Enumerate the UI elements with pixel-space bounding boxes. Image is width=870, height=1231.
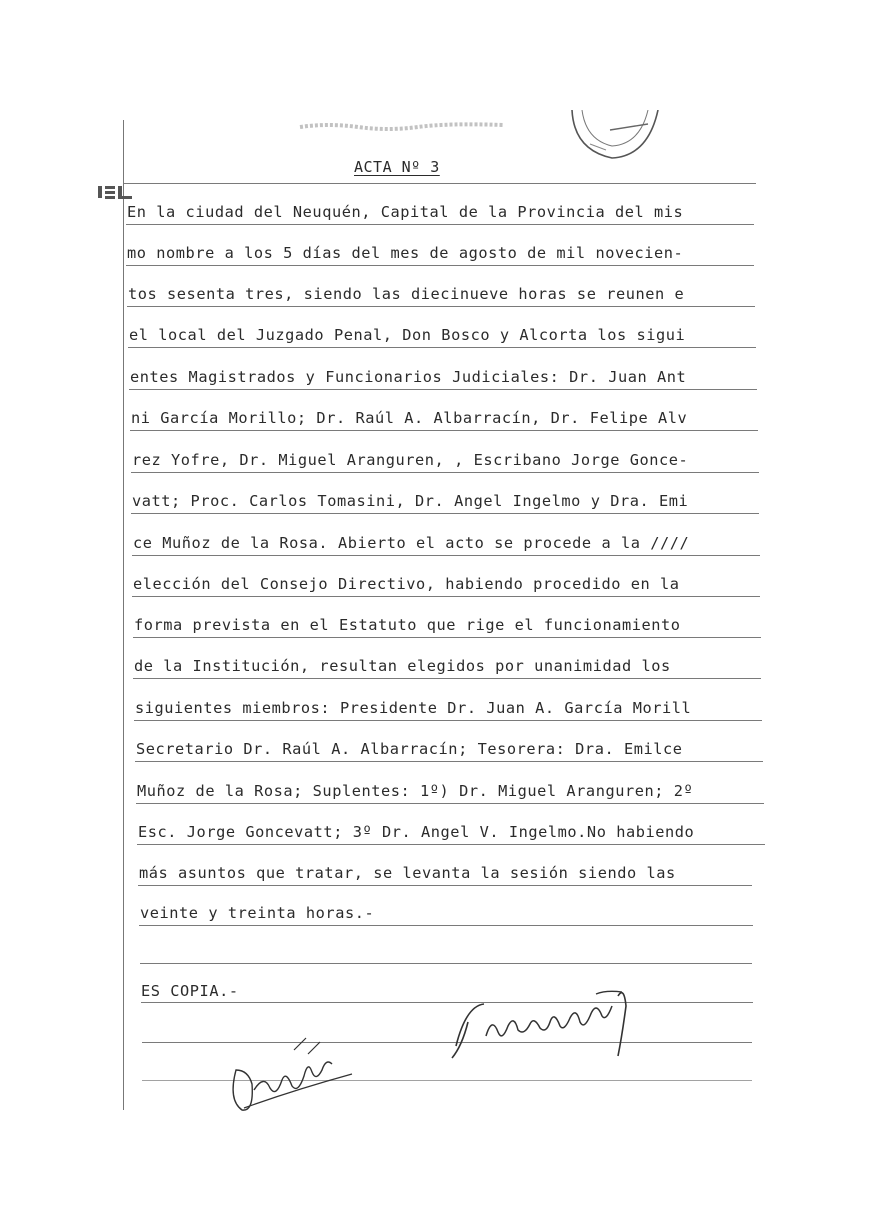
- body-line: elección del Consejo Directivo, habiendo procedido en la: [133, 575, 680, 593]
- ruled-line: [137, 844, 765, 845]
- body-line: ce Muñoz de la Rosa. Abierto el acto se procede a la ////: [133, 534, 690, 552]
- closing-text: ES COPIA.-: [141, 982, 239, 1000]
- body-line: Secretario Dr. Raúl A. Albarracín; Tesorera: Dra. Emilce: [136, 740, 683, 758]
- ink-smudge: [298, 121, 508, 133]
- signature-left: [224, 1030, 364, 1114]
- ruled-line: [130, 430, 758, 431]
- ruled-line: [128, 347, 756, 348]
- body-line: ni García Morillo; Dr. Raúl A. Albarracín, Dr. Felipe Alv: [131, 409, 688, 427]
- ruled-line: [132, 555, 760, 556]
- body-line: vatt; Proc. Carlos Tomasini, Dr. Angel Ingelmo y Dra. Emi: [132, 492, 689, 510]
- ruled-line: [133, 637, 761, 638]
- ruled-line: [129, 389, 757, 390]
- body-line: de la Institución, resultan elegidos por unanimidad los: [134, 657, 671, 675]
- body-line: mo nombre a los 5 días del mes de agosto de mil novecien-: [127, 244, 684, 262]
- title-rule: [124, 183, 756, 184]
- body-line: más asuntos que tratar, se levanta la sesión siendo las: [139, 864, 676, 882]
- body-line: entes Magistrados y Funcionarios Judiciales: Dr. Juan Ant: [130, 368, 687, 386]
- body-line: En la ciudad del Neuquén, Capital de la Provincia del mis: [127, 203, 684, 221]
- ruled-line: [140, 963, 752, 964]
- ruled-line: [138, 885, 752, 886]
- body-line: Esc. Jorge Goncevatt; 3º Dr. Angel V. Ingelmo.No habiendo: [138, 823, 695, 841]
- ruled-line: [131, 472, 759, 473]
- ruled-line: [126, 265, 754, 266]
- ruled-line: [135, 761, 763, 762]
- body-line: tos sesenta tres, siendo las diecinueve horas se reunen e: [128, 285, 685, 303]
- seal-stamp: [560, 110, 670, 170]
- ruled-line: [132, 596, 760, 597]
- ruled-line: [126, 224, 754, 225]
- ruled-line: [131, 513, 759, 514]
- body-line: el local del Juzgado Penal, Don Bosco y Alcorta los sigui: [129, 326, 686, 344]
- margin-rule: [123, 120, 124, 1110]
- signature-right: [446, 986, 646, 1066]
- body-line: forma prevista en el Estatuto que rige el funcionamiento: [134, 616, 681, 634]
- ruled-line: [139, 925, 753, 926]
- ruled-line: [134, 720, 762, 721]
- document-title: ACTA Nº 3: [354, 158, 440, 176]
- ruled-line: [136, 803, 764, 804]
- body-line: siguientes miembros: Presidente Dr. Juan A. García Morill: [135, 699, 692, 717]
- body-line: veinte y treinta horas.-: [140, 904, 375, 922]
- ruled-line: [127, 306, 755, 307]
- ruled-line: [133, 678, 761, 679]
- body-line: Muñoz de la Rosa; Suplentes: 1º) Dr. Miguel Aranguren; 2º: [137, 782, 694, 800]
- body-line: rez Yofre, Dr. Miguel Aranguren, , Escribano Jorge Gonce-: [132, 451, 689, 469]
- margin-mark: [96, 183, 136, 201]
